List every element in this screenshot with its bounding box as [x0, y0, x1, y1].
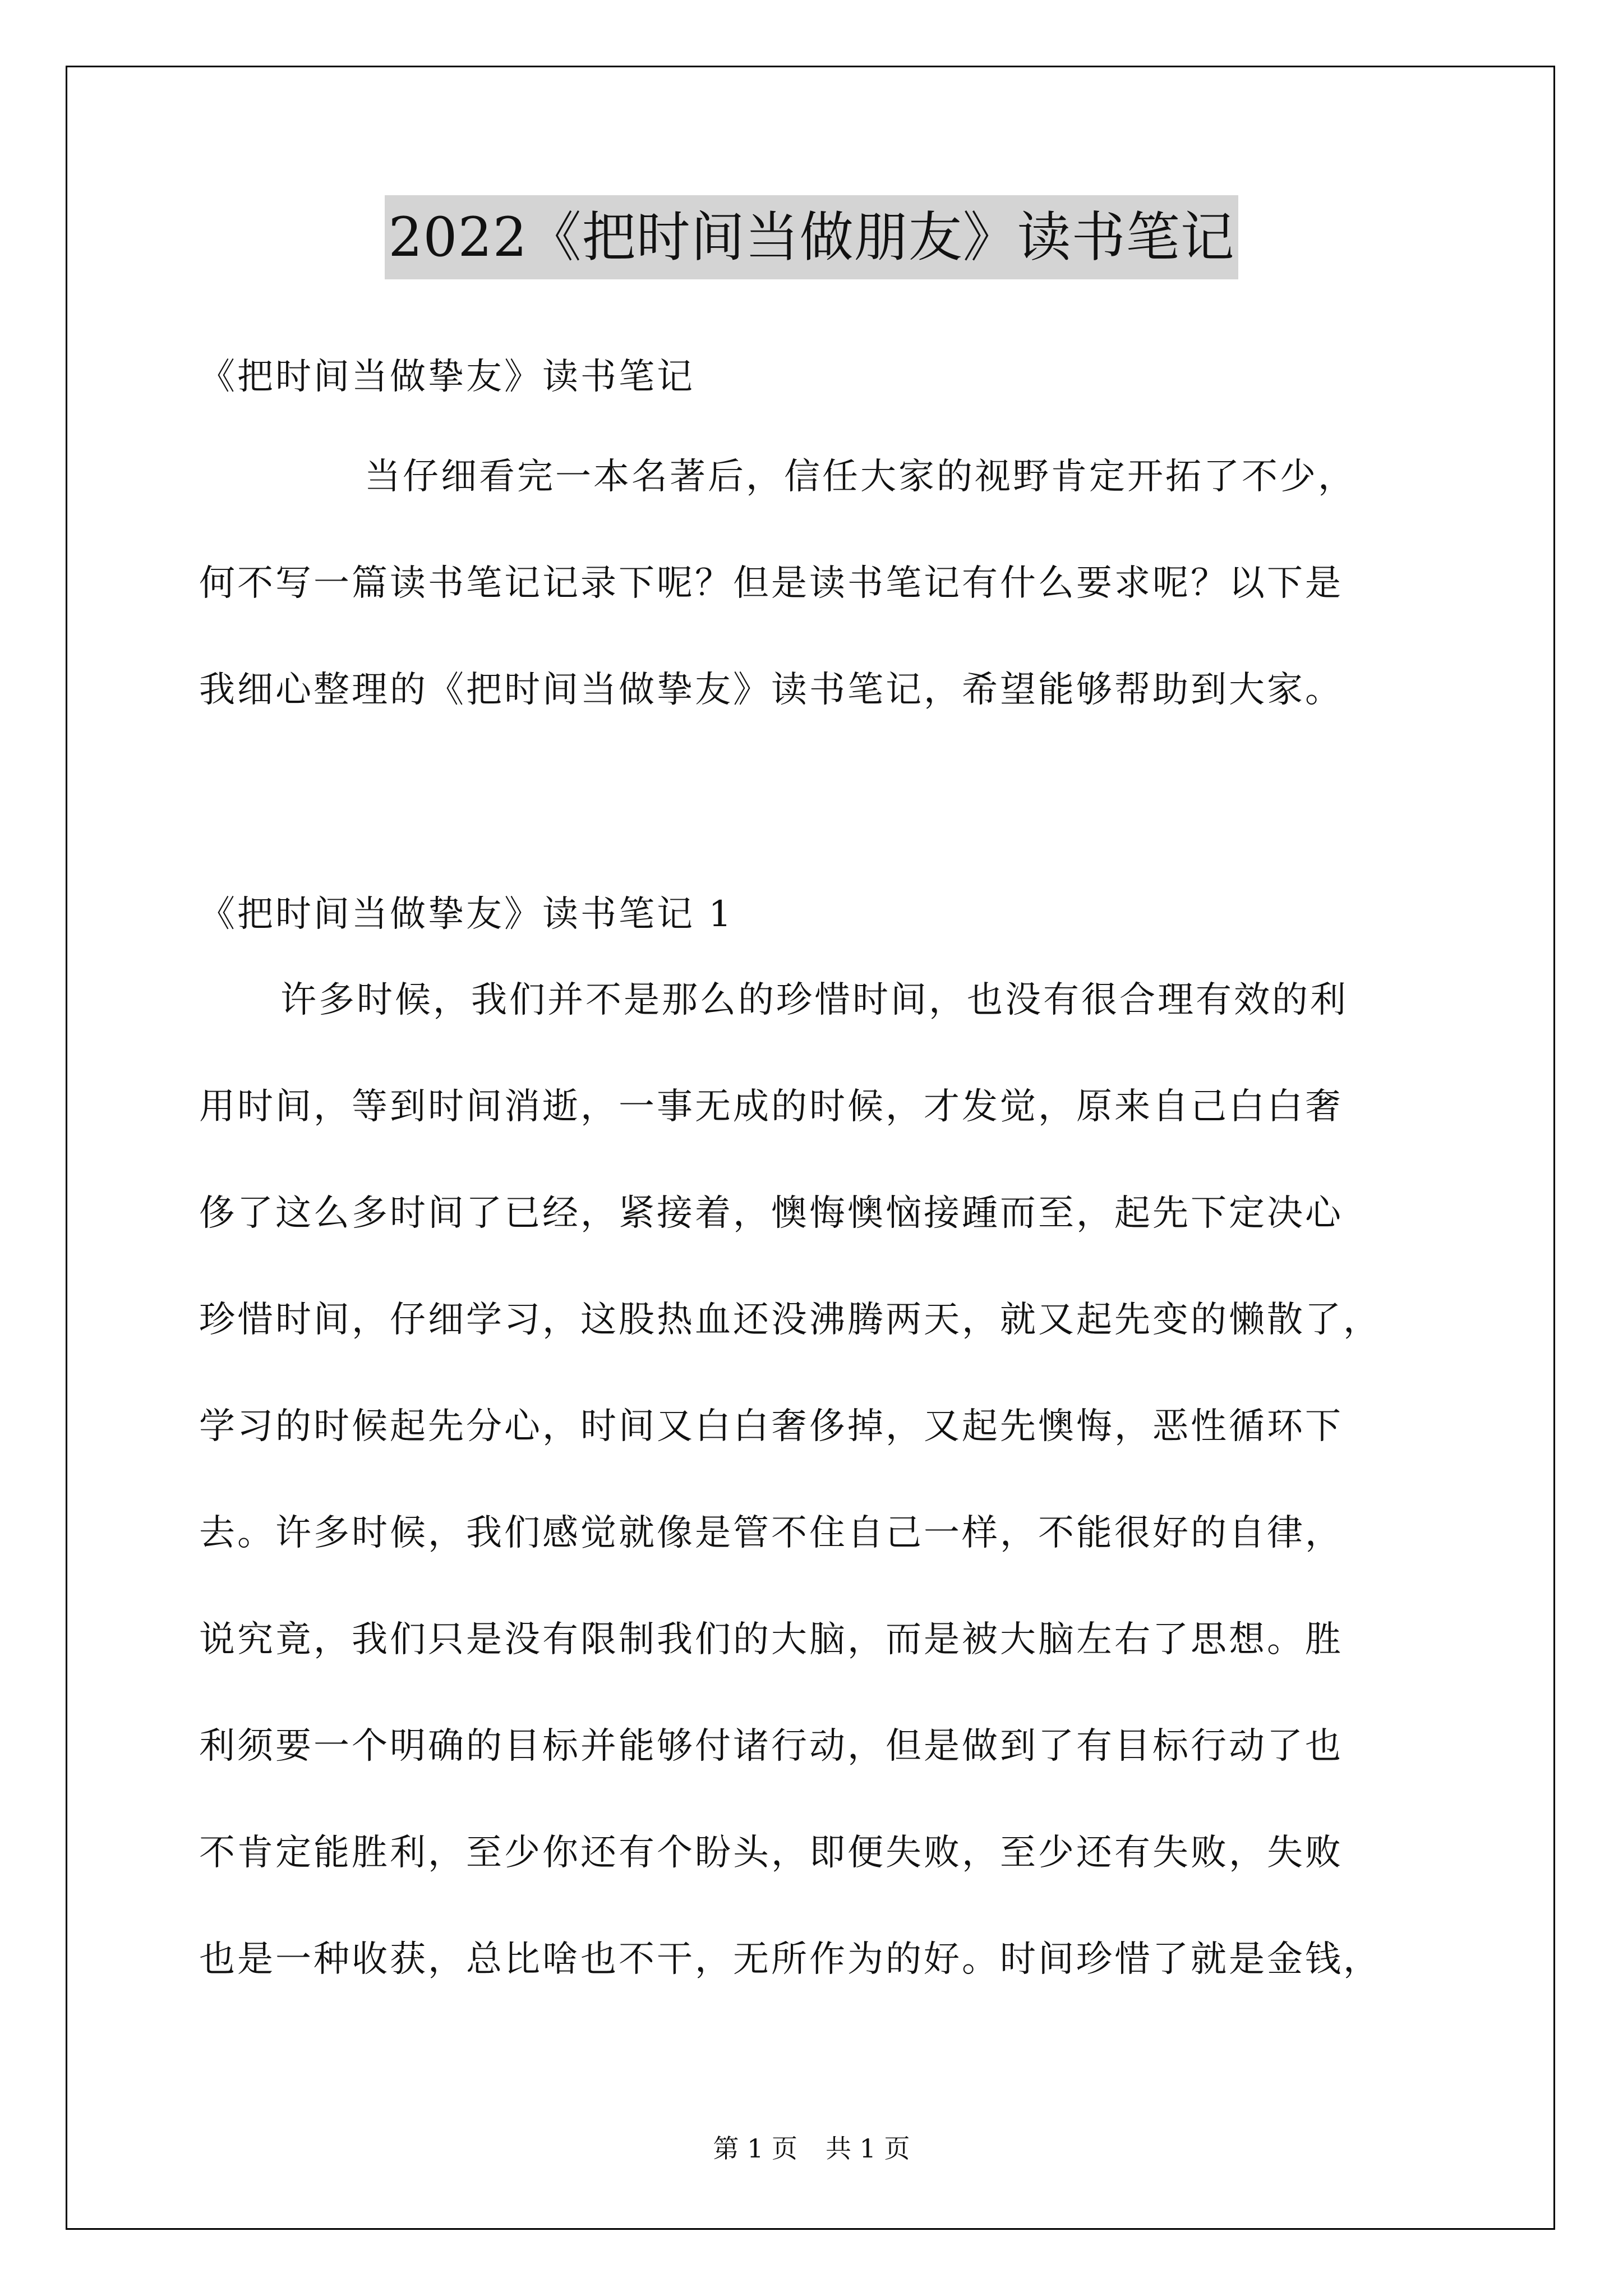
section-heading: 《把时间当做挚友》读书笔记 [199, 356, 695, 398]
body-line: 许多时候，我们并不是那么的珍惜时间，也没有很合理有效的利 [280, 979, 1348, 1021]
intro-paragraph [199, 449, 1450, 769]
title-container [0, 195, 1623, 279]
intro-line: 当仔细看完一本名著后，信任大家的视野肯定开拓了不少， [365, 456, 1356, 498]
note-heading: 《把时间当做挚友》读书笔记 1 [199, 894, 734, 935]
body-line: 侈了这么多时间了已经，紧接着，懊悔懊恼接踵而至，起先下定决心 [199, 1193, 1343, 1234]
page-total: 共 1 页 [826, 2133, 910, 2164]
body-line: 去。许多时候，我们感觉就像是管不住自己一样，不能很好的自律， [199, 1512, 1343, 1554]
body-line: 也是一种收获，总比啥也不干，无所作为的好。时间珍惜了就是金钱， [199, 1939, 1381, 1980]
body-line: 利须要一个明确的目标并能够付诸行动，但是做到了有目标行动了也 [199, 1726, 1343, 1767]
body-line: 说究竟，我们只是没有限制我们的大脑，而是被大脑左右了思想。胜 [199, 1619, 1343, 1660]
body-line: 学习的时候起先分心，时间又白白奢侈掉，又起先懊悔，恶性循环下 [199, 1406, 1343, 1447]
body-line: 用时间，等到时间消逝，一事无成的时候，才发觉，原来自己白白奢 [199, 1086, 1343, 1128]
intro-line: 何不写一篇读书笔记记录下呢？但是读书笔记有什么要求呢？以下是 [199, 563, 1343, 604]
body-line: 不肯定能胜利，至少你还有个盼头，即便失败，至少还有失败，失败 [199, 1832, 1343, 1874]
document-title: 2022《把时间当做朋友》读书笔记 [385, 195, 1238, 279]
body-line: 珍惜时间，仔细学习，这股热血还没沸腾两天，就又起先变的懒散了， [199, 1299, 1381, 1341]
body-paragraph [199, 972, 1450, 2038]
page-number: 第 1 页 [713, 2133, 797, 2164]
intro-line: 我细心整理的《把时间当做挚友》读书笔记，希望能够帮助到大家。 [199, 669, 1343, 711]
page-footer [0, 2132, 1623, 2165]
